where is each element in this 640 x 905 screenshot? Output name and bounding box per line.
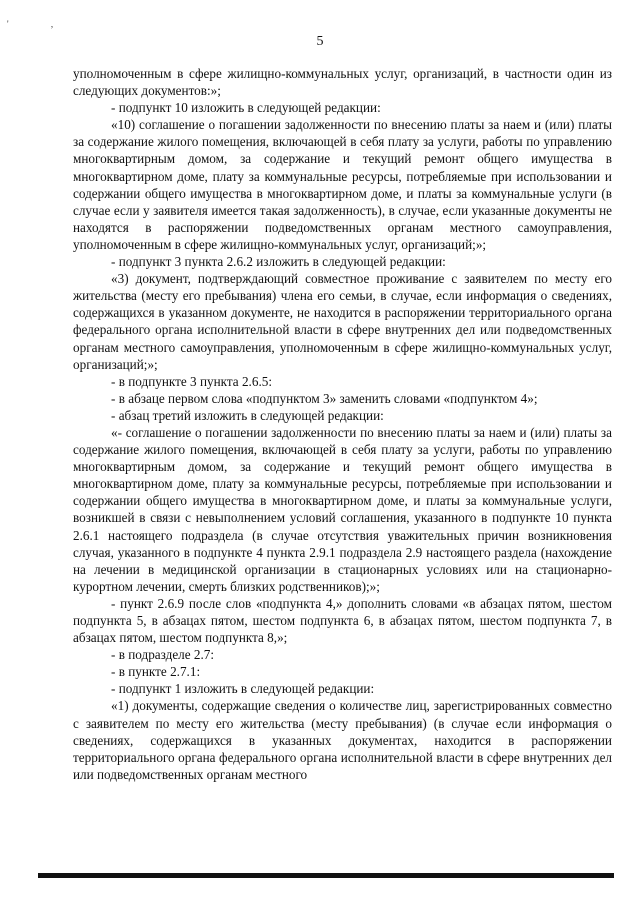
paragraph: - в подпункте 3 пункта 2.6.5:: [111, 373, 272, 389]
paragraph: - подпункт 1 изложить в следующей редакции:: [111, 681, 375, 697]
paragraph: - абзац третий изложить в следующей редакции:: [111, 407, 384, 423]
paragraph: - подпункт 10 изложить в следующей редакции:: [111, 100, 381, 116]
paragraph: уполномоченным в сфере жилищно-коммунальных услуг, организаций, в частности один из следующих документов:»;: [73, 66, 612, 99]
paragraph: «- соглашение о погашении задолженности по внесению платы за наем и (или) платы за содержание жилого помещения, включающей в себя плату за услуги, работы по управлению многоквартирным домом, за содержание и текущий ремонт общего имущества в многоквартирном доме, плату за коммунальные ресурсы, потребляемые при использовании и содержании общего имущества в многоквартирном доме, и платы за коммунальные услуги, возникшей в связи с невыполнением условий соглашения, указанного в подпункте 10 пункта 2.6.1 настоящего подраздела (в случае отсутствия уважительных причин возникновения случая, указанного в подпункте 4 пункта 2.9.1 подраздела 2.9 настоящего раздела (нахождение на лечении в медицинской организации в стационарных условиях или на стационарно-курортном лечении, смерть близких родственников);»;: [73, 424, 612, 594]
paragraph: - подпункт 3 пункта 2.6.2 изложить в следующей редакции:: [111, 254, 446, 270]
document-body: [73, 65, 612, 783]
scan-marks: ' ,: [7, 19, 74, 29]
page-number: 5: [316, 34, 324, 49]
paragraph: «10) соглашение о погашении задолженности по внесению платы за наем и (или) платы за содержание жилого помещения, включающей в себя плату за услуги, работы по управлению многоквартирным домом, за содержание и текущий ремонт общего имущества в многоквартирном доме, плату за коммунальные ресурсы, потребляемые при использовании и содержании общего имущества в многоквартирном доме, и платы за коммунальные услуги (в случае если у заявителя имеется такая задолженность), в случае, если указанные документы не находятся в распоряжении подведомственных органам местного самоуправления, уполномоченным в сфере жилищно-коммунальных услуг, организаций;»;: [73, 117, 612, 252]
paragraph: - пункт 2.6.9 после слов «подпункта 4,» дополнить словами «в абзацах пятом, шестом подпункта 5, в абзацах пятом, шестом подпункта 6, в абзацах пятом, шестом подпункта 7, в абзацах пятом, шестом подпункта 8,»;: [73, 595, 612, 646]
paragraph: - в пункте 2.7.1:: [111, 664, 201, 680]
paragraph: - в подразделе 2.7:: [111, 647, 215, 663]
paragraph: - в абзаце первом слова «подпунктом 3» заменить словами «подпунктом 4»;: [111, 390, 538, 406]
paragraph: «3) документ, подтверждающий совместное проживание с заявителем по месту его жительства (месту его пребывания) члена его семьи, в случае, если информация о сведениях, содержащихся в указанном документе, не находится в распоряжении территориального органа федерального органа исполнительной власти в сфере внутренних дел или подведомственных органам местного самоуправления, уполномоченным в сфере жилищно-коммунальных услуг, организаций;»;: [73, 271, 612, 372]
bottom-border-line: [38, 873, 614, 878]
paragraph: «1) документы, содержащие сведения о количестве лиц, зарегистрированных совместно с заявителем по месту его жительства (месту пребывания) (в случае если информация о сведениях, содержащихся в указанных документах, находится в распоряжении территориального органа федерального органа исполнительной власти в сфере внутренних дел или подведомственных органам местного: [73, 698, 612, 782]
